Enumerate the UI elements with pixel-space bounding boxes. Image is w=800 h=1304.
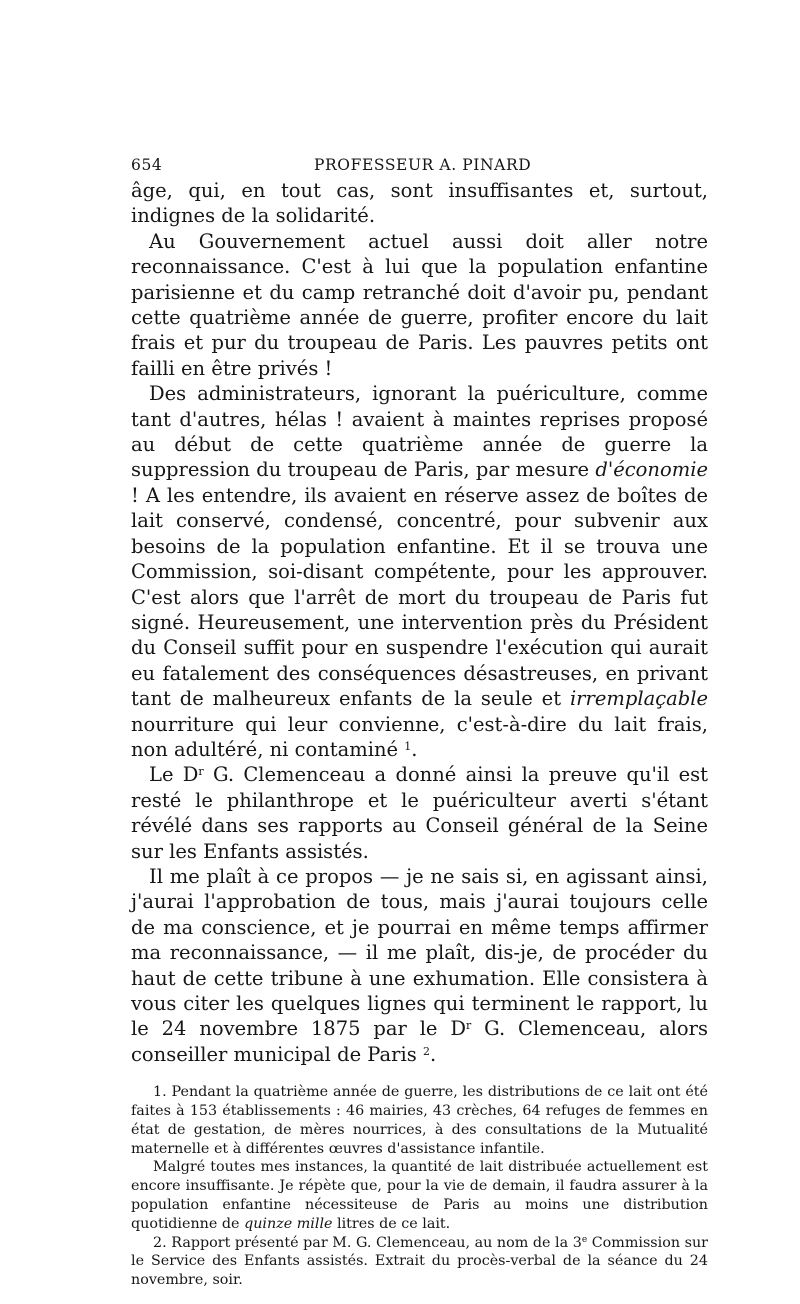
footnote-1-continued xyxy=(131,1158,708,1233)
p4-text-a: Le D xyxy=(149,763,199,787)
fn1b-text-b: litres de ce lait. xyxy=(332,1215,451,1232)
fn2-text-b: Commission sur le Service des Enfants assistés. Extrait du procès-verbal de la séance du 24 novembre, soir. xyxy=(131,1234,708,1289)
paragraph-3 xyxy=(131,381,708,762)
fn1b-italic: quinze mille xyxy=(244,1215,333,1232)
paragraph-4 xyxy=(131,762,708,864)
footnote-2 xyxy=(131,1234,708,1290)
fn2-text-a: 2. Rapport présenté par M. G. Clemenceau, au nom de la 3 xyxy=(153,1234,582,1251)
page-number: 654 xyxy=(131,156,163,174)
paragraph-1: âge, qui, en tout cas, sont insuffisantes et, surtout, indignes de la solidarité. xyxy=(131,179,708,228)
p3-end: . xyxy=(411,737,418,761)
fn2-sup: e xyxy=(581,1234,588,1245)
footnote-ref-1: 1 xyxy=(404,739,412,753)
p4-text-b: G. Clemenceau a donné ainsi la preuve qu'il est resté le philanthrope et le puériculteur averti s'étant révélé dans ses rapports au Conseil général de la Seine sur les Enfants assistés. xyxy=(131,763,708,863)
footnote-ref-2: 2 xyxy=(422,1044,430,1058)
p3-italic-irremplacable: irremplaçable xyxy=(569,687,708,711)
p3-text-e: nourriture qui leur convienne, c'est-à-dire du lait frais, non adultéré, ni contaminé xyxy=(131,712,708,761)
paragraph-5 xyxy=(131,864,708,1067)
p5-text-a: Il me plaît à ce propos — je ne sais si, en agissant ainsi, j'aurai l'approbation de tous, mais j'aurai toujours celle de ma conscience, et je pourrai en même temps affirmer ma reconnaissance, — il me plaît, dis-je, de procéder du haut de cette tribune à une exhumation. Elle consistera à vous citer les quelques lignes qui terminent le rapport, lu le 24 novembre 1875 par le D xyxy=(131,864,708,1041)
main-text xyxy=(131,178,708,1067)
p3-text-c: ! A les entendre, ils avaient en réserve assez de boîtes de lait conservé, condensé, concentré, pour subvenir aux besoins de la population enfantine. Et il se trouva une Commission, soi-disant compétente, pour les approuver. C'est alors que l'arrêt de mort du troupeau de Paris fut signé. Heureusement, une intervention près du Président du Conseil suffit pour en suspendre l'exécution qui aurait eu fatalement des conséquences désastreuses, en privant tant de malheureux enfants de la seule et xyxy=(131,483,708,711)
p3-text-a: Des administrateurs, ignorant la puériculture, comme tant d'autres, hélas ! avaient à maintes reprises proposé au début de cette quatrième année de guerre la suppression du troupeau de Paris, par mesure xyxy=(131,382,708,482)
p5-text-b: G. Clemenceau, alors conseiller municipal de Paris xyxy=(131,1017,708,1066)
p3-italic-economie: d'économie xyxy=(595,458,708,482)
p5-sup: r xyxy=(465,1019,472,1033)
page-header xyxy=(131,148,708,178)
fn1b-text-a: Malgré toutes mes instances, la quantité de lait distribuée actuellement est encore insuffisante. Je répète que, pour la vie de demain, il faudra assurer à la population enfantine nécessiteuse de Paris au moins une distribution quotidienne de xyxy=(131,1159,708,1232)
running-title: PROFESSEUR A. PINARD xyxy=(314,156,532,174)
footnotes xyxy=(131,1083,708,1290)
p5-end: . xyxy=(429,1042,437,1066)
book-page xyxy=(131,148,708,1290)
footnote-1: 1. Pendant la quatrième année de guerre, les distributions de ce lait ont été faites à 153 établissements : 46 mairies, 43 crèches, 64 refuges de femmes en état de gestation, de mères nourrices, à des consultations de la Mutualité maternelle et à différentes œuvres d'assistance infantile. xyxy=(131,1084,708,1157)
p4-sup: r xyxy=(198,765,204,779)
paragraph-2: Au Gouvernement actuel aussi doit aller notre reconnaissance. C'est à lui que la population enfantine parisienne et du camp retranché doit d'avoir pu, pendant cette quatrième année de guerre, profiter encore du lait frais et pur du troupeau de Paris. Les pauvres petits ont failli en être privés ! xyxy=(131,229,708,380)
